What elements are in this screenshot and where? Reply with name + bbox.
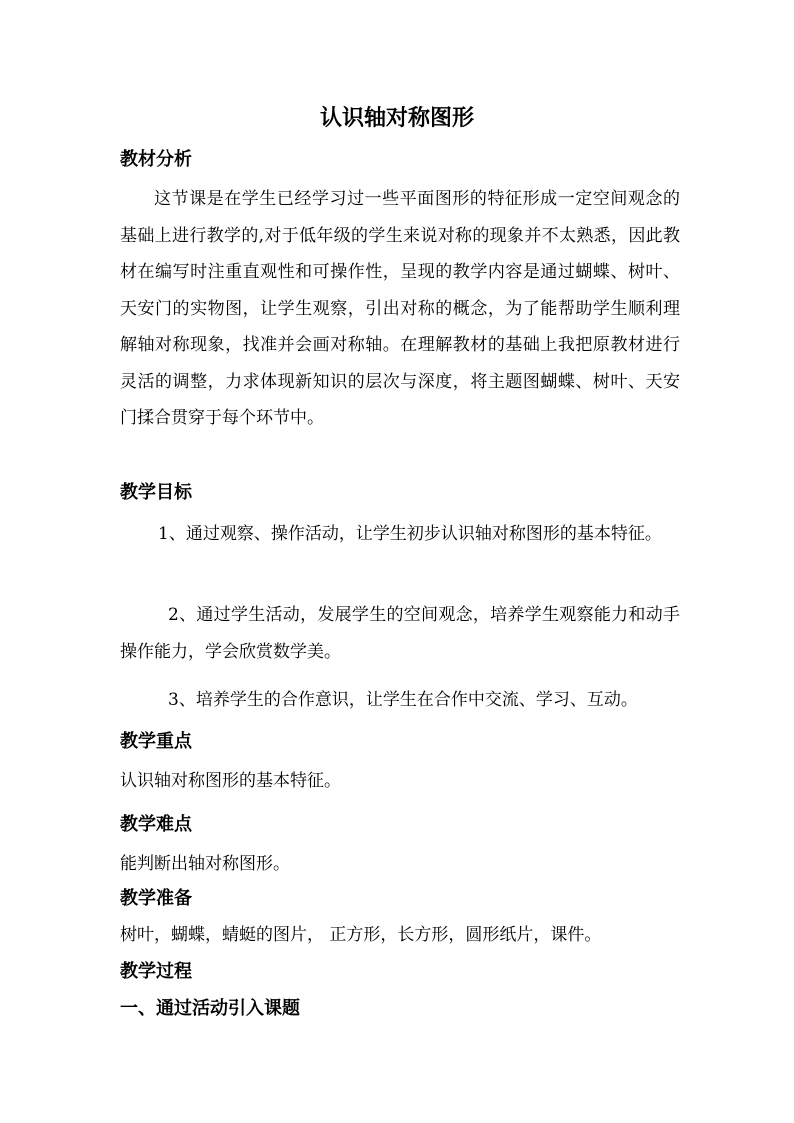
process-subheading: 一、通过活动引入课题 bbox=[120, 998, 300, 1019]
key-point-text: 认识轴对称图形的基本特征。 bbox=[120, 771, 341, 791]
goal-item-2: 2、通过学生活动，发展学生的空间观念，培养学生观察能力和动手操作能力，学会欣赏数学美。 bbox=[120, 605, 680, 662]
goal-item-1: 1、通过观察、操作活动，让学生初步认识轴对称图形的基本特征。 bbox=[158, 524, 662, 544]
goal-item-3: 3、培养学生的合作意识，让学生在合作中交流、学习、互动。 bbox=[168, 690, 638, 710]
section-heading-process: 教学过程 bbox=[120, 961, 192, 982]
difficulty-text: 能判断出轴对称图形。 bbox=[120, 854, 290, 874]
section-heading-difficulty: 教学难点 bbox=[120, 814, 192, 835]
section-heading-goals: 教学目标 bbox=[120, 482, 192, 503]
section-heading-key-point: 教学重点 bbox=[120, 731, 192, 752]
preparation-text: 树叶，蝴蝶，蜻蜓的图片， 正方形，长方形，圆形纸片，课件。 bbox=[120, 925, 602, 945]
section-heading-analysis: 教材分析 bbox=[120, 149, 192, 170]
document-title: 认识轴对称图形 bbox=[319, 105, 474, 131]
analysis-paragraph: 这节课是在学生已经学习过一些平面图形的特征形成一定空间观念的基础上进行教学的,对于低年级的学生来说对称的现象并不太熟悉，因此教材在编写时注重直观性和可操作性，呈现的教学内容是通过蝴蝶、树叶、天安门的实物图，让学生观察，引出对称的概念，为了能帮助学生顺利理解轴对称现象，找准并会画对称轴。在理解教材的基础上我把原教材进行灵活的调整，力求体现新知识的层次与深度，将主题图蝴蝶、树叶、天安门揉合贯穿于每个环节中。 bbox=[120, 189, 680, 428]
section-heading-preparation: 教学准备 bbox=[120, 888, 192, 909]
